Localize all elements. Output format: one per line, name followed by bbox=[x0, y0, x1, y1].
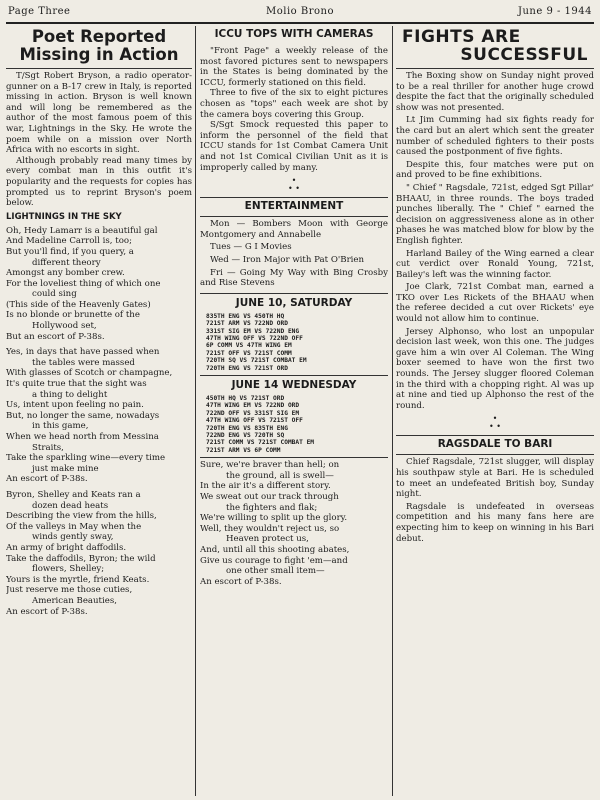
poem-line: winds gently sway, bbox=[32, 532, 114, 543]
poem-line: An escort of P-38s. bbox=[200, 576, 282, 587]
poem-line: Amongst any bomber crew. bbox=[6, 268, 125, 279]
schedule-match: 721ST ARM VS 722ND ORD bbox=[206, 320, 288, 328]
schedule-saturday-title: JUNE 10, SATURDAY bbox=[235, 296, 353, 309]
section-rule bbox=[200, 293, 388, 294]
poem-line: (This side of the Heavenly Gates) bbox=[6, 299, 151, 310]
poem-line: Straits, bbox=[32, 442, 64, 453]
schedule-match: 6P COMM VS 47TH WING EM bbox=[206, 342, 292, 350]
headline-text: ICCU TOPS WITH CAMERAS bbox=[214, 28, 374, 40]
schedule-wednesday bbox=[206, 395, 388, 454]
section-rule bbox=[200, 457, 388, 458]
header-rule bbox=[6, 22, 594, 24]
poem-line: Hollywood set, bbox=[32, 321, 97, 332]
poem-line: Byron, Shelley and Keats ran a bbox=[6, 489, 141, 500]
section-rule bbox=[200, 197, 388, 198]
poem-line: With glasses of Scotch or champagne, bbox=[6, 368, 173, 379]
entertainment-item: Wed — Iron Major with Pat O'Brien bbox=[210, 254, 365, 265]
masthead: Molio Brono bbox=[266, 6, 334, 17]
poem-line: different theory bbox=[32, 257, 101, 268]
page-number: Page Three bbox=[8, 6, 71, 17]
poem-line: American Beauties, bbox=[32, 595, 117, 606]
schedule-match: 331ST SIG EM VS 722ND ENG bbox=[206, 327, 300, 335]
poem-line: the fighters and flak; bbox=[226, 502, 318, 513]
column-fights bbox=[396, 26, 594, 796]
poem-line: Us, intent upon feeling no pain. bbox=[6, 400, 144, 411]
headline-poet bbox=[6, 28, 192, 64]
schedule-match: 720TH SQ VS 721ST COMBAT EM bbox=[206, 357, 307, 365]
poem-line: An escort of P-38s. bbox=[6, 606, 88, 617]
bari-article bbox=[396, 457, 594, 544]
column-divider bbox=[392, 26, 393, 796]
headline-rule bbox=[396, 68, 594, 69]
headline-rule bbox=[6, 68, 192, 69]
poem-line: dozen dead heats bbox=[32, 500, 109, 511]
article-paragraph: "Front Page" a weekly release of the most favored pictures sent to newspapers in the States is being dominated by the ICCU, formerly stationed on this field. bbox=[200, 46, 388, 88]
article-paragraph: The Boxing show on Sunday night proved to be a real thriller for another huge crowd despite the fact that the originally scheduled show was not presented. bbox=[396, 71, 594, 113]
poem-line: could sing bbox=[32, 289, 77, 300]
poem-line: Take the daffodils, Byron; the wild bbox=[6, 553, 156, 564]
poem-line: Yes, in days that have passed when bbox=[6, 347, 160, 358]
poem-line: Oh, Hedy Lamarr is a beautiful gal bbox=[6, 225, 158, 236]
article-paragraph: Jersey Alphonso, who lost an unpopular decision last week, won this one. The judges gave him a win over Al Coleman. The Wing boxer seemed to have won the first two rounds. The Jersey slugger floored Coleman in the third with a chopping right. Al was up at nine and tied up Alphonso the rest of the round. bbox=[396, 326, 594, 411]
poem-line: An army of bright daffodils. bbox=[6, 542, 127, 553]
page-header bbox=[8, 6, 592, 20]
poem-line: Of the valleys in May when the bbox=[6, 521, 142, 532]
poem-title: LIGHTNINGS IN THE SKY bbox=[6, 211, 122, 222]
poem-line: And, until all this shooting abates, bbox=[200, 544, 350, 555]
schedule-match: 722ND OFF VS 331ST SIG EM bbox=[206, 409, 300, 417]
schedule-match: 721ST OFF VS 721ST COMM bbox=[206, 349, 292, 357]
poem-line: But, no longer the same, nowadays bbox=[6, 410, 160, 421]
schedule-match: 835TH ENG VS 450TH HQ bbox=[206, 312, 285, 320]
article-paragraph: " Chief " Ragsdale, 721st, edged Sgt Pillar' BHAAU, in three rounds. The boys traded punches liberally. The " Chief " earned the decision on aggressiveness alone as in other phases he was matched blow for blow by the English fighter. bbox=[396, 182, 594, 246]
section-rule bbox=[396, 454, 594, 455]
poem-line: the tables were massed bbox=[32, 357, 135, 368]
poem-line: An escort of P-38s. bbox=[6, 474, 88, 485]
poem-line: a thing to delight bbox=[32, 389, 108, 400]
fights-article bbox=[396, 71, 594, 411]
poem-body bbox=[6, 226, 192, 617]
entertainment-item: Mon — Bombers Moon with George Montgomery and Annabelle bbox=[200, 219, 388, 240]
entertainment-item: Tues — G I Movies bbox=[210, 242, 292, 253]
poem-line: Sure, we're braver than hell; on bbox=[200, 460, 340, 471]
column-iccu bbox=[200, 26, 388, 796]
article-paragraph: Chief Ragsdale, 721st slugger, will display his southpaw style at Bari. He is scheduled to meet an undefeated British boy, Sunday night. bbox=[396, 457, 594, 500]
article-paragraph: Despite this, four matches were put on and proved to be fine exhibitions. bbox=[396, 159, 594, 181]
schedule-match: 720TH ENG VS 721ST ORD bbox=[206, 364, 288, 372]
article-paragraph: Three to five of the six to eight pictures chosen as "tops" each week are shot by the camera boys covering this Group. bbox=[200, 88, 388, 120]
poem-line: In the air it's a different story. bbox=[200, 481, 331, 492]
schedule-match: 47TH WING OFF VS 722ND OFF bbox=[206, 334, 303, 342]
section-rule bbox=[200, 216, 388, 217]
entertainment-item: Fri — Going My Way with Bing Crosby and Rise Stevens bbox=[200, 267, 388, 289]
schedule-match: 721ST COMM VS 721ST COMBAT EM bbox=[206, 439, 315, 447]
section-rule bbox=[200, 375, 388, 376]
column-poet bbox=[6, 26, 192, 796]
headline-fights bbox=[396, 28, 594, 64]
poem-line: Take the sparkling wine—every time bbox=[6, 453, 166, 464]
article-paragraph: Joe Clark, 721st Combat man, earned a TKO over Les Rickets of the BHAAU when the referee decided a cut over Rickets' eye would not allow him to continue. bbox=[396, 282, 594, 325]
poem-line: Heaven protect us, bbox=[226, 534, 309, 545]
poem-line: flowers, Shelley; bbox=[32, 564, 105, 575]
article-paragraph: S/Sgt Smock requested this paper to inform the personnel of the field that ICCU stands for 1st Combat Camera Unit and not 1st Comical Civilian Unit as it is improperly called by many. bbox=[200, 120, 388, 173]
poem-line: It's quite true that the sight was bbox=[6, 379, 147, 390]
headline-bari: RAGSDALE TO BARI bbox=[437, 438, 553, 451]
schedule-match: 721ST ARM VS 6P COMM bbox=[206, 446, 281, 454]
schedule-match: 47TH WING OFF VS 721ST OFF bbox=[206, 417, 303, 425]
poem-line: just make mine bbox=[32, 463, 99, 474]
schedule-match: 47TH WING EM VS 722ND ORD bbox=[206, 402, 300, 410]
poem-line: in this game, bbox=[32, 421, 89, 432]
headline-line-1: Poet Reported bbox=[31, 27, 167, 46]
headline-line-1: FIGHTS ARE bbox=[402, 27, 521, 47]
poem-line: the ground, all is swell— bbox=[226, 470, 334, 481]
schedule-match: 450TH HQ VS 721ST ORD bbox=[206, 394, 285, 402]
poem-line: Describing the view from the hills, bbox=[6, 511, 157, 522]
poem-line: Yours is the myrtle, friend Keats. bbox=[6, 574, 150, 585]
article-paragraph: Although probably read many times by every combat man in this outfit it's popularity and the requests for copies has prompted us to reprint Bryson's poem below. bbox=[6, 155, 192, 209]
headline-entertainment: ENTERTAINMENT bbox=[244, 200, 344, 213]
headline-line-2: SUCCESSFUL bbox=[460, 45, 588, 65]
article-paragraph: Lt Jim Cumming had six fights ready for the card but an alert which sent the greater number of scheduled fighters to their posts caused the postponment of five fights. bbox=[396, 115, 594, 158]
entertainment-list bbox=[200, 219, 388, 289]
asterism-ornament: • • • bbox=[489, 414, 501, 432]
poem-continuation bbox=[200, 460, 388, 587]
poem-line: For the loveliest thing of which one bbox=[6, 278, 161, 289]
poem-line: one other small item— bbox=[226, 566, 325, 577]
poem-line: We're willing to split up the glory. bbox=[200, 513, 348, 524]
schedule-match: 720TH ENG VS 835TH ENG bbox=[206, 424, 288, 432]
issue-date: June 9 - 1944 bbox=[517, 6, 592, 17]
headline-iccu bbox=[200, 28, 388, 40]
poem-line: Give us courage to fight 'em—and bbox=[200, 555, 348, 566]
article-paragraph: Harland Bailey of the Wing earned a clear cut verdict over Ronald Young, 721st, Bailey's left was the winning factor. bbox=[396, 248, 594, 280]
article-paragraph: Ragsdale is undefeated in overseas competition and his many fans here are expecting him to keep on winning in his Bari debut. bbox=[396, 501, 594, 544]
poem-line: But you'll find, if you query, a bbox=[6, 246, 134, 257]
headline-line-2: Missing in Action bbox=[19, 45, 179, 64]
section-rule bbox=[396, 435, 594, 436]
poem-line: When we head north from Messina bbox=[6, 432, 159, 442]
poem-line: We sweat out our track through bbox=[200, 491, 339, 502]
column-divider bbox=[195, 26, 196, 796]
poem-line: Is no blonde or brunette of the bbox=[6, 310, 140, 321]
schedule-wednesday-title: JUNE 14 WEDNESDAY bbox=[231, 378, 357, 391]
poem-line: Well, they wouldn't reject us, so bbox=[200, 523, 340, 534]
poem-line: But an escort of P-38s. bbox=[6, 331, 105, 342]
schedule-saturday bbox=[206, 313, 388, 372]
schedule-match: 722ND ENG VS 720TH SQ bbox=[206, 431, 285, 439]
article-paragraph: T/Sgt Robert Bryson, a radio operator-gunner on a B-17 crew in Italy, is reported missing in action. Bryson is well known and will long be remembered as the author of the most famous poem of this war, Lightnings in the Sky. He wrote the poem while on a mission over North Africa with no escorts in sight. bbox=[6, 71, 192, 156]
asterism-ornament: • • • bbox=[288, 176, 300, 194]
poem-line: Just reserve me those cuties, bbox=[6, 585, 133, 596]
poem-line: And Madeline Carroll is, too; bbox=[6, 236, 132, 247]
